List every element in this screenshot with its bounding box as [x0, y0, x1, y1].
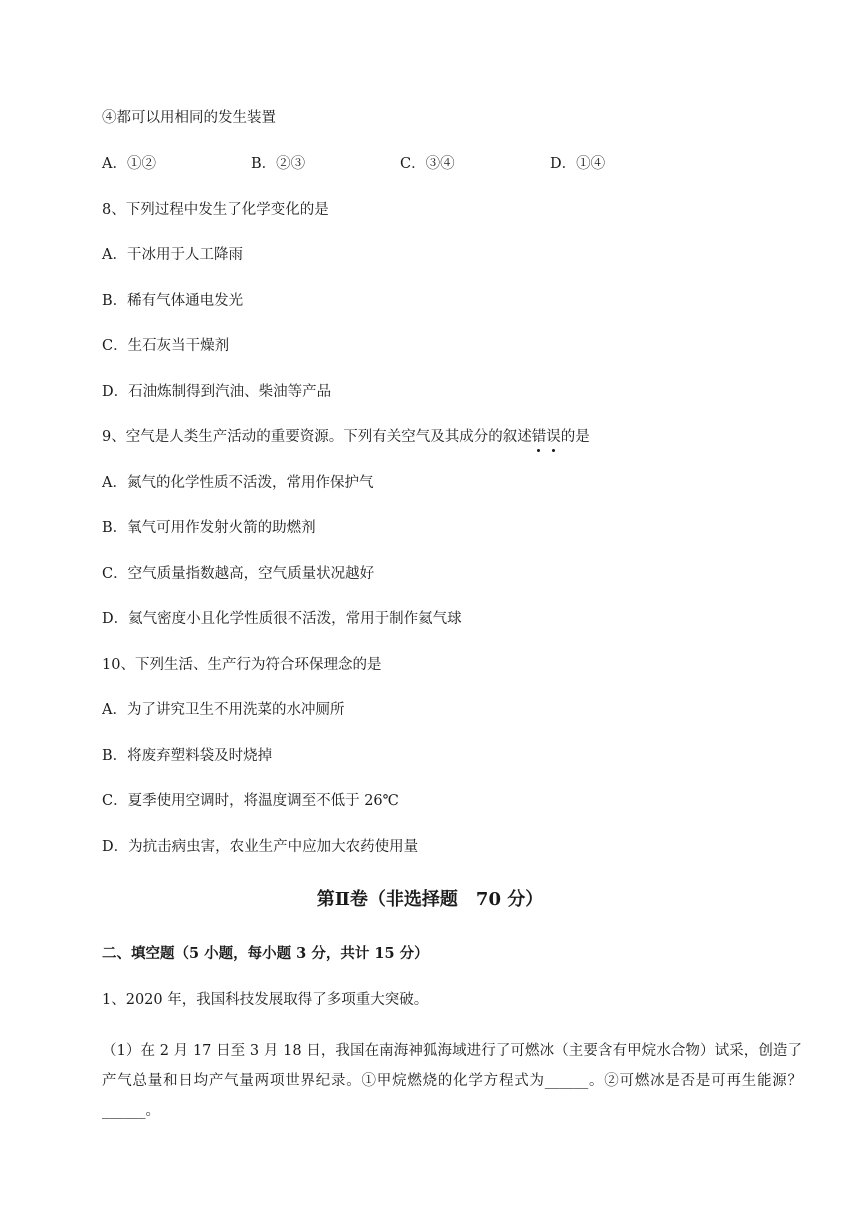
emphasis-char-2: 误 — [546, 429, 561, 445]
option-a: A．①② — [102, 156, 156, 172]
fill-question-1-subquestion-1: （1）在 2 月 17 日至 3 月 18 日，我国在南海神狐海域进行了可燃冰（主要含有甲烷水合物）试采，创造了产气总量和日均产气量两项世界纪录。①甲烷燃烧的化学方程式为______。②可燃冰是否是可再生能源？______。 — [102, 1043, 802, 1119]
question-8-option-b: B．稀有气体通电发光 — [102, 293, 244, 309]
option-c: C．③④ — [400, 156, 455, 172]
question-9-option-d: D．氦气密度小且化学性质很不活泼，常用于制作氦气球 — [102, 611, 462, 627]
question-9-stem — [102, 427, 590, 447]
option-d: D．①④ — [550, 156, 606, 172]
part-2-title: 第Ⅱ卷（非选择题 70 分） — [316, 889, 544, 910]
question-8-option-a: A．干冰用于人工降雨 — [102, 247, 243, 263]
question-9-stem-prefix: 9、空气是人类生产活动的重要资源。下列有关空气及其成分的叙述 — [102, 429, 532, 445]
section-heading: 二、填空题（5 小题，每小题 3 分，共计 15 分） — [102, 945, 429, 962]
emphasis-char-1: 错 — [531, 429, 547, 445]
question-9-option-b: B．氧气可用作发射火箭的助燃剂 — [102, 520, 316, 536]
question-10-option-d: D．为抗击病虫害，农业生产中应加大农药使用量 — [102, 839, 419, 855]
option-b: B．②③ — [251, 156, 306, 172]
question-8-option-d: D．石油炼制得到汽油、柴油等产品 — [102, 384, 332, 400]
question-9-option-a: A．氮气的化学性质不活泼，常用作保护气 — [102, 475, 374, 491]
question-7-options — [102, 154, 702, 174]
question-9-stem-suffix: 的是 — [560, 429, 590, 445]
fill-question-1-stem: 1、2020 年，我国科技发展取得了多项重大突破。 — [102, 992, 429, 1008]
question-8-option-c: C．生石灰当干燥剂 — [102, 338, 230, 354]
question-10-option-a: A．为了讲究卫生不用洗菜的水冲厕所 — [102, 702, 345, 718]
question-10-option-b: B．将废弃塑料袋及时烧掉 — [102, 748, 273, 764]
question-8-stem: 8、下列过程中发生了化学变化的是 — [102, 202, 329, 218]
question-9-option-c: C．空气质量指数越高，空气质量状况越好 — [102, 566, 375, 582]
question-7-item-4: ④都可以用相同的发生装置 — [102, 110, 276, 126]
question-10-stem: 10、下列生活、生产行为符合环保理念的是 — [102, 657, 382, 673]
question-10-option-c: C．夏季使用空调时，将温度调至不低于 26℃ — [102, 793, 399, 809]
